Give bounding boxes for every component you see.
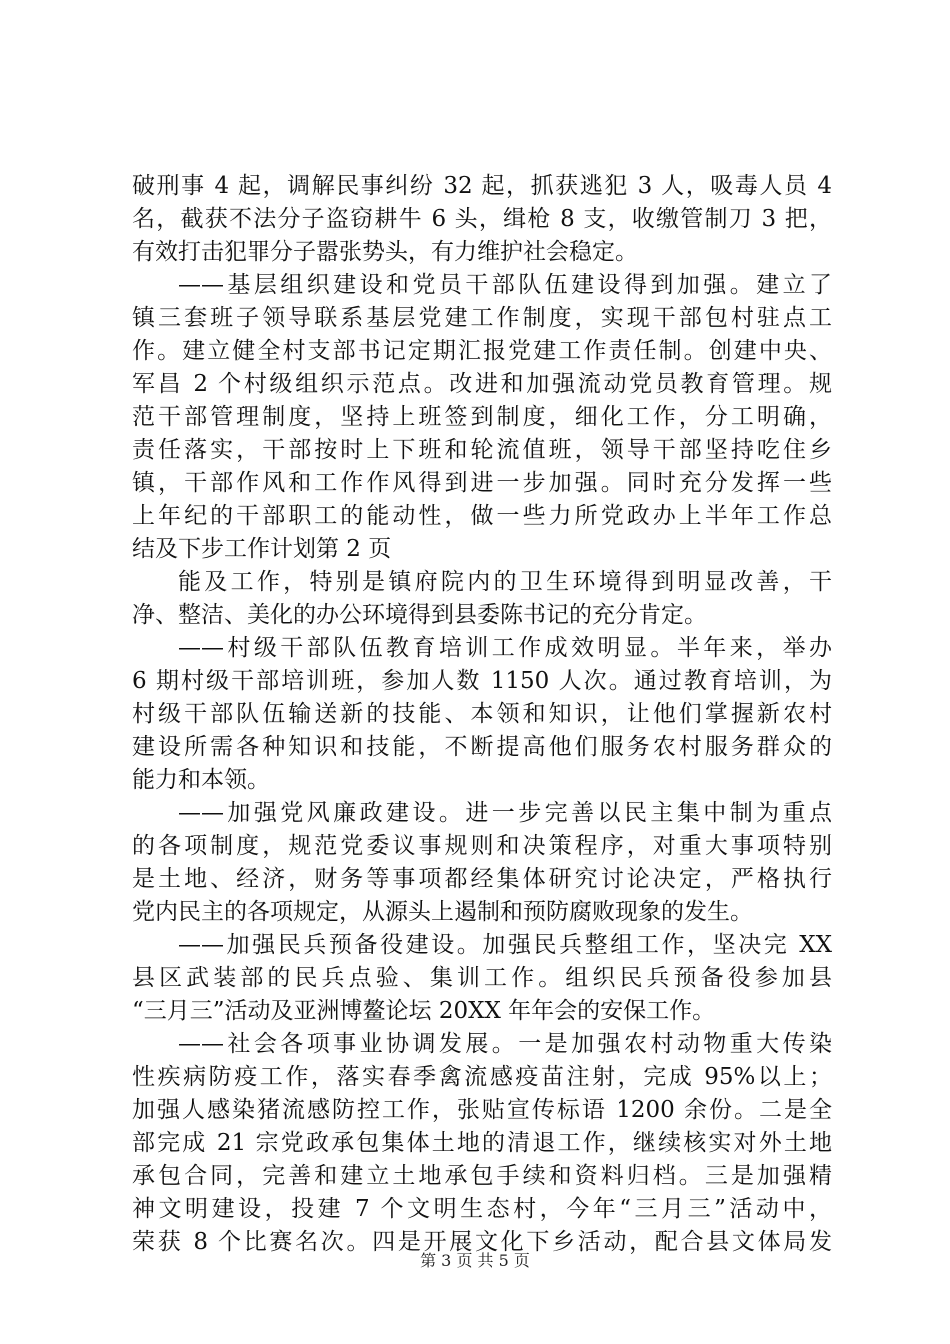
page-number-label: 第 3 页 共 5 页 <box>420 1251 530 1270</box>
text-line: 能及工作，特别是镇府院内的卫生环境得到明显改善，干 <box>178 569 832 595</box>
text-line: 责任落实，干部按时上下班和轮流值班，领导干部坚持吃住乡 <box>132 437 832 463</box>
text-line: 镇三套班子领导联系基层党建工作制度，实现干部包村驻点工 <box>132 305 832 331</box>
text-line: 县区武装部的民兵点验、集训工作。组织民兵预备役参加县 <box>132 965 832 991</box>
text-line: 党内民主的各项规定，从源头上遏制和预防腐败现象的发生。 <box>132 899 753 925</box>
text-line: ——社会各项事业协调发展。一是加强农村动物重大传染 <box>178 1031 832 1057</box>
text-line: 破刑事 4 起，调解民事纠纷 32 起，抓获逃犯 3 人，吸毒人员 4 <box>132 173 832 199</box>
text-line: 是土地、经济，财务等事项都经集体研究讨论决定，严格执行 <box>132 866 832 892</box>
text-line: 的各项制度，规范党委议事规则和决策程序，对重大事项特别 <box>132 833 832 859</box>
text-line: 加强人感染猪流感防控工作，张贴宣传标语 1200 余份。二是全 <box>132 1097 832 1123</box>
text-line: 范干部管理制度，坚持上班签到制度，细化工作，分工明确， <box>132 404 832 430</box>
text-line: 荣获 8 个比赛名次。四是开展文化下乡活动，配合县文体局发 <box>132 1229 832 1255</box>
text-line: 能力和本领。 <box>132 767 270 793</box>
text-line: 承包合同，完善和建立土地承包手续和资料归档。三是加强精 <box>132 1163 832 1189</box>
text-line: 性疾病防疫工作，落实春季禽流感疫苗注射，完成 95%以上； <box>132 1064 832 1090</box>
text-line: ——村级干部队伍教育培训工作成效明显。半年来，举办 <box>178 635 832 661</box>
text-line: 6 期村级干部培训班，参加人数 1150 人次。通过教育培训，为 <box>132 668 832 694</box>
text-line: 村级干部队伍输送新的技能、本领和知识，让他们掌握新农村 <box>132 701 832 727</box>
text-line: 名，截获不法分子盗窃耕牛 6 头，缉枪 8 支，收缴管制刀 3 把， <box>132 206 832 232</box>
text-line: ——加强民兵预备役建设。加强民兵整组工作，坚决完 XX <box>178 932 832 958</box>
page-footer <box>0 1248 950 1271</box>
text-line: “三月三”活动及亚洲博鳌论坛 20XX 年年会的安保工作。 <box>132 998 716 1024</box>
document-body <box>132 170 832 1259</box>
text-line: 作。建立健全村支部书记定期汇报党建工作责任制。创建中央、 <box>132 338 832 364</box>
text-line: 有效打击犯罪分子嚣张势头，有力维护社会稳定。 <box>132 239 638 265</box>
text-line: 结及下步工作计划第 2 页 <box>132 536 392 562</box>
text-line: 净、整洁、美化的办公环境得到县委陈书记的充分肯定。 <box>132 602 707 628</box>
text-line: ——基层组织建设和党员干部队伍建设得到加强。建立了 <box>178 272 832 298</box>
text-line: 镇，干部作风和工作作风得到进一步加强。同时充分发挥一些 <box>132 470 832 496</box>
text-line: 上年纪的干部职工的能动性，做一些力所党政办上半年工作总 <box>132 503 832 529</box>
text-line: ——加强党风廉政建设。进一步完善以民主集中制为重点 <box>178 800 832 826</box>
text-line: 军昌 2 个村级组织示范点。改进和加强流动党员教育管理。规 <box>132 371 832 397</box>
text-line: 神文明建设，投建 7 个文明生态村，今年“三月三”活动中， <box>132 1196 832 1222</box>
text-line: 建设所需各种知识和技能，不断提高他们服务农村服务群众的 <box>132 734 832 760</box>
text-line: 部完成 21 宗党政承包集体土地的清退工作，继续核实对外土地 <box>132 1130 832 1156</box>
